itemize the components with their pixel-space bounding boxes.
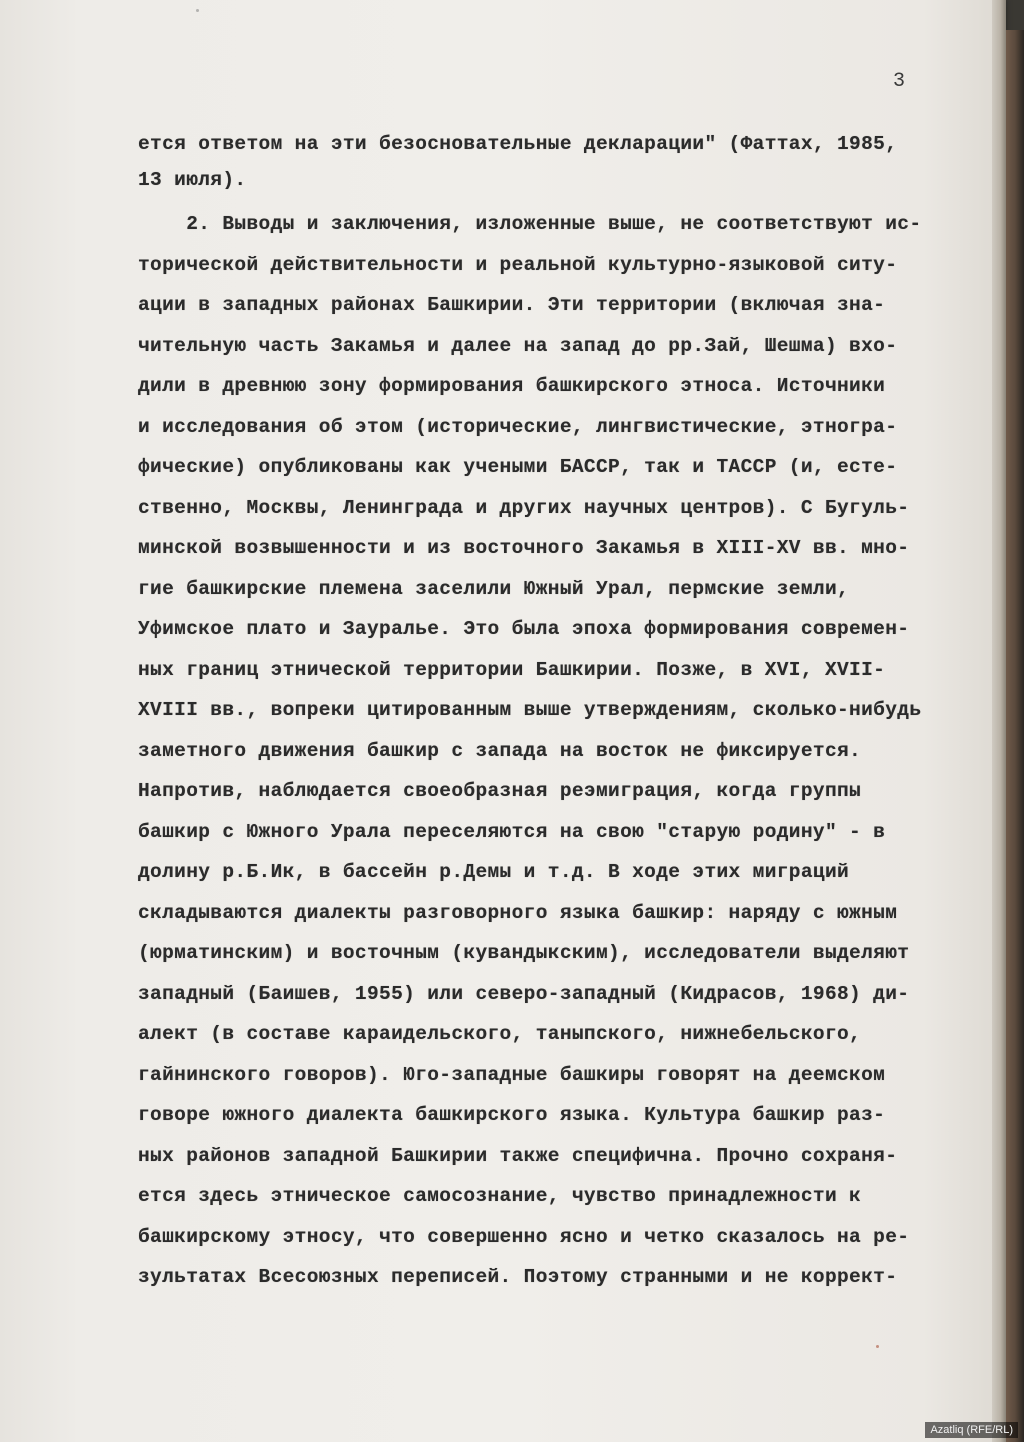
text-line: фические) опубликованы как учеными БАССР, так и ТАССР (и, есте-	[138, 456, 898, 478]
background-edge	[1006, 30, 1024, 1442]
text-line: Напротив, наблюдается своеобразная реэмиграция, когда группы	[138, 780, 862, 802]
text-line: башкирскому этносу, что совершенно ясно и четко сказалось на ре-	[138, 1226, 910, 1248]
text-line: зультатах Всесоюзных переписей. Поэтому странными и не коррект-	[138, 1266, 898, 1288]
text-line: ных границ этнической территории Башкирии. Позже, в XVI, XVII-	[138, 659, 886, 681]
text-line: ственно, Москвы, Ленинграда и других научных центров). С Бугуль-	[138, 497, 910, 519]
paper-speck	[196, 9, 199, 12]
page-number: 3	[893, 70, 906, 93]
text-line: ется ответом на эти безосновательные декларации" (Фаттах, 1985,	[138, 133, 898, 155]
text-line: XVIII вв., вопреки цитированным выше утверждениям, сколько-нибудь	[138, 699, 922, 721]
text-line: гие башкирские племена заселили Южный Урал, пермские земли,	[138, 578, 850, 600]
paper-speck	[876, 1345, 879, 1348]
text-line: долину р.Б.Ик, в бассейн р.Демы и т.д. В ходе этих миграций	[138, 861, 850, 883]
text-line: складываются диалекты разговорного языка башкир: наряду с южным	[138, 902, 898, 924]
text-line: 2. Выводы и заключения, изложенные выше, не соответствуют ис-	[138, 213, 922, 235]
text-line: 13 июля).	[138, 169, 247, 191]
text-line: говоре южного диалекта башкирского языка. Культура башкир раз-	[138, 1104, 886, 1126]
text-line: Уфимское плато и Зауралье. Это была эпоха формирования современ-	[138, 618, 910, 640]
text-line: алект (в составе караидельского, таныпского, нижнебельского,	[138, 1023, 862, 1045]
text-line: и исследования об этом (исторические, лингвистические, этногра-	[138, 416, 898, 438]
text-line: дили в древнюю зону формирования башкирского этноса. Источники	[138, 375, 886, 397]
photo-credit: Azatliq (RFE/RL)	[925, 1422, 1018, 1438]
text-line: гайнинского говоров). Юго-западные башкиры говорят на деемском	[138, 1064, 886, 1086]
page-edge	[992, 0, 1006, 1442]
text-line: минской возвышенности и из восточного Закамья в XIII-XV вв. мно-	[138, 537, 910, 559]
text-line: башкир с Южного Урала переселяются на свою "старую родину" - в	[138, 821, 886, 843]
text-line: западный (Баишев, 1955) или северо-западный (Кидрасов, 1968) ди-	[138, 983, 910, 1005]
text-line: заметного движения башкир с запада на восток не фиксируется.	[138, 740, 862, 762]
text-line: торической действительности и реальной культурно-языковой ситу-	[138, 254, 898, 276]
text-line: чительную часть Закамья и далее на запад до рр.Зай, Шешма) вхо-	[138, 335, 898, 357]
text-line: ется здесь этническое самосознание, чувство принадлежности к	[138, 1185, 862, 1207]
text-line: ных районов западной Башкирии также специфична. Прочно сохраня-	[138, 1145, 898, 1167]
text-line: ации в западных районах Башкирии. Эти территории (включая зна-	[138, 294, 886, 316]
text-line: (юрматинским) и восточным (кувандыкским), исследователи выделяют	[138, 942, 910, 964]
